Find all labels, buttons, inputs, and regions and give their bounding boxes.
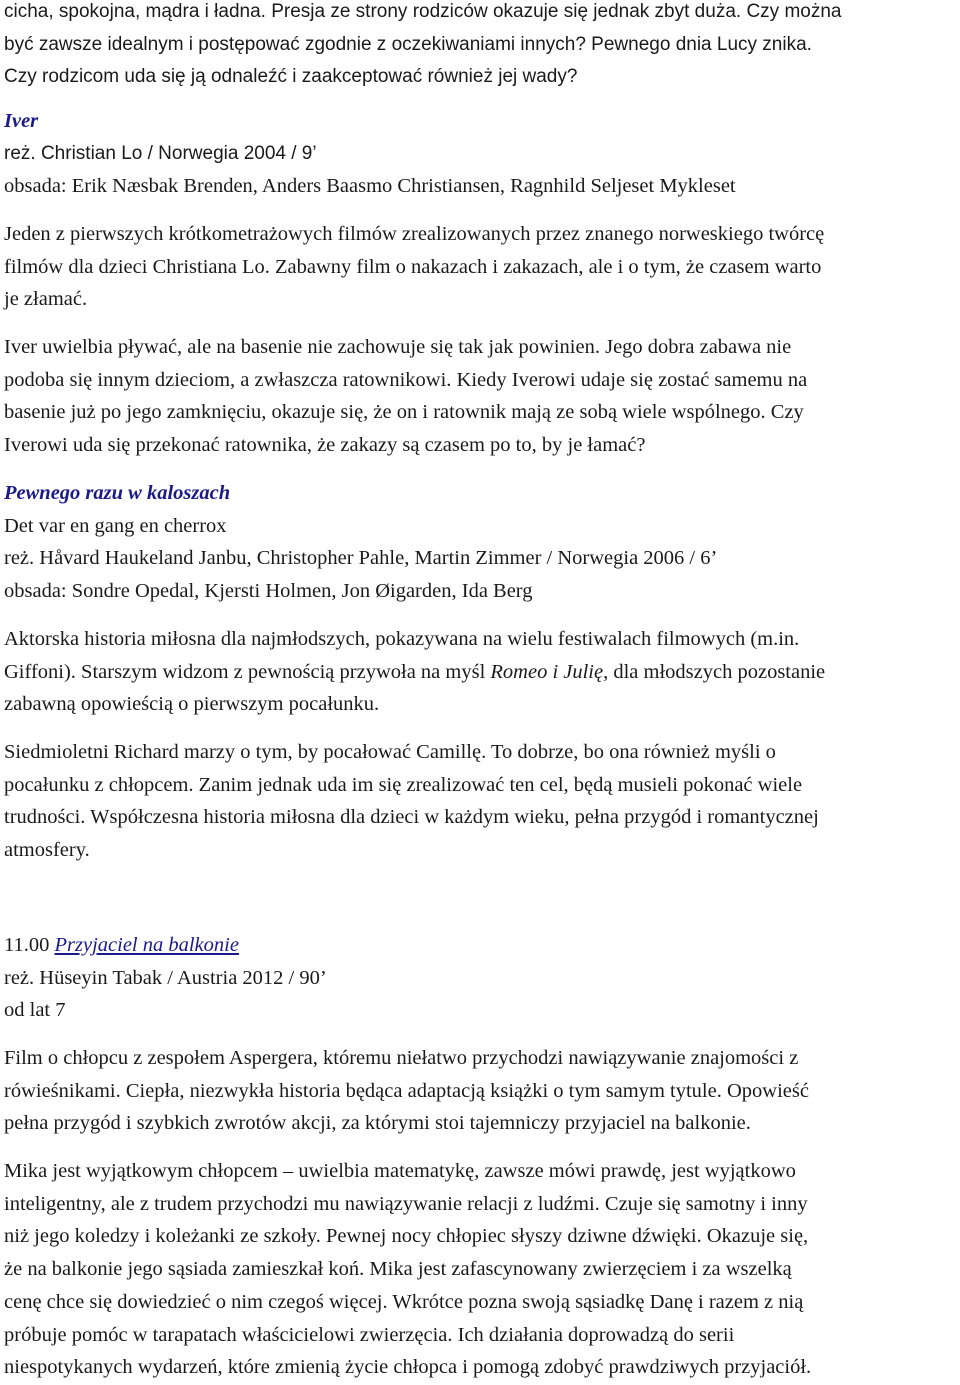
paragraph-line: Iverowi uda się przekonać ratownika, że zakazy są czasem po to, by je łamać? bbox=[4, 434, 646, 457]
film-director: reż. Håvard Haukeland Janbu, Christopher Pahle, Martin Zimmer / Norwegia 2006 / 6’ bbox=[4, 547, 718, 570]
paragraph-line: Film o chłopcu z zespołem Aspergera, któremu niełatwo przychodzi nawiązywanie znajomości z bbox=[4, 1047, 799, 1069]
film-description bbox=[0, 1042, 960, 1140]
paragraph-line: pocałunku z chłopcem. Zanim jednak uda im się zrealizować ten cel, będą musieli pokonać wiele bbox=[4, 773, 803, 796]
paragraph-line: niż jego koledzy i koleżanki ze szkoły. Pewnej nocy chłopiec słyszy dziwne dźwięki. Okazuje się, bbox=[4, 1225, 809, 1248]
paragraph-line: że na balkonie jego sąsiada zamieszkał koń. Mika jest zafascynowany zwierzęciem i za wszelką bbox=[4, 1258, 792, 1281]
paragraph-line: podoba się innym dzieciom, a zwłaszcza ratownikowi. Kiedy Iverowi udaje się zostać samemu na bbox=[4, 368, 808, 391]
intro-line: być zawsze idealnym i postępować zgodnie z oczekiwaniami innych? Pewnego dnia Lucy znika. bbox=[4, 33, 812, 55]
intro-line: cicha, spokojna, mądra i ładna. Presja ze strony rodziców okazuje się jednak zbyt duża. Czy można bbox=[4, 1, 842, 22]
screening-line bbox=[0, 929, 960, 962]
film-entry-pewnego-razu bbox=[0, 477, 960, 608]
intro-paragraph bbox=[0, 0, 960, 94]
film-title-link[interactable]: Przyjaciel na balkonie bbox=[54, 934, 239, 956]
intro-line: Czy rodzicom uda się ją odnaleźć i zaakceptować również jej wady? bbox=[4, 66, 578, 88]
paragraph-line: atmosfery. bbox=[4, 839, 90, 862]
paragraph-line: trudności. Współczesna historia miłosna dla dzieci w każdym wieku, pełna przygód i romantycznej bbox=[4, 806, 819, 829]
film-cast: obsada: Sondre Opedal, Kjersti Holmen, Jon Øigarden, Ida Berg bbox=[4, 580, 533, 603]
paragraph-line: Aktorska historia miłosna dla najmłodszych, pokazywana na wielu festiwalach filmowych (m.in. bbox=[4, 628, 800, 650]
paragraph-line: inteligentny, ale z trudem przychodzi mu nawiązywanie relacji z ludźmi. Czuje się samotny i inny bbox=[4, 1192, 808, 1215]
paragraph-line: cenę chce się dowiedzieć o nim czegoś więcej. Wkrótce pozna swoją sąsiadkę Danę i razem z nią bbox=[4, 1290, 804, 1313]
film-title: Iver bbox=[4, 110, 39, 132]
emphasized-title: Romeo i Julię bbox=[490, 660, 604, 683]
text-run: Giffoni). Starszym widzom z pewnością przywoła na myśl bbox=[4, 660, 491, 683]
paragraph-line: basenie już po jego zamknięciu, okazuje się, że on i ratownik mają ze sobą wiele wspólnego. Czy bbox=[4, 401, 804, 424]
paragraph-line: je złamać. bbox=[4, 288, 88, 311]
screening-time: 11.00 bbox=[4, 934, 50, 956]
paragraph-line: Iver uwielbia pływać, ale na basenie nie zachowuje się tak jak powinien. Jego dobra zabawa nie bbox=[4, 336, 792, 358]
paragraph-line: rówieśnikami. Ciepła, niezwykła historia będąca adaptacją książki o tym samym tytule. Opowieść bbox=[4, 1079, 809, 1102]
text-run: , dla młodszych pozostanie bbox=[603, 660, 826, 683]
film-description bbox=[0, 1155, 960, 1384]
paragraph-line: Mika jest wyjątkowym chłopcem – uwielbia matematykę, zawsze mówi prawdę, jest wyjątkowo bbox=[4, 1160, 796, 1182]
film-description bbox=[0, 218, 960, 316]
film-description bbox=[0, 623, 960, 721]
film-director: reż. Christian Lo / Norwegia 2004 / 9’ bbox=[4, 142, 317, 164]
film-entry-przyjaciel bbox=[0, 929, 960, 1027]
film-title: Pewnego razu w kaloszach bbox=[4, 482, 231, 504]
film-director: reż. Hüseyin Tabak / Austria 2012 / 90’ bbox=[4, 966, 327, 989]
paragraph-line: Siedmioletni Richard marzy o tym, by pocałować Camillę. To dobrze, bo ona również myśli o bbox=[4, 741, 776, 763]
paragraph-line: próbuje pomóc w tarapatach właścicielowi zwierzęcia. Ich działania doprowadzą do serii bbox=[4, 1323, 735, 1346]
paragraph-line: filmów dla dzieci Christiana Lo. Zabawny film o nakazach i zakazach, ale i o tym, że czasem warto bbox=[4, 255, 822, 278]
paragraph-line: zabawną opowieścią o pierwszym pocałunku. bbox=[4, 693, 380, 716]
film-age-rating: od lat 7 bbox=[4, 999, 66, 1022]
film-entry-iver bbox=[0, 105, 960, 203]
film-cast: obsada: Erik Næsbak Brenden, Anders Baasmo Christiansen, Ragnhild Seljeset Mykleset bbox=[4, 175, 736, 198]
paragraph-line: niespotykanych wydarzeń, które zmienią życie chłopca i pomogą zdobyć prawdziwych przyjaciół. bbox=[4, 1356, 812, 1379]
paragraph-line: pełna przygód i szybkich zwrotów akcji, za którymi stoi tajemniczy przyjaciel na balkonie. bbox=[4, 1112, 751, 1135]
paragraph-line: Jeden z pierwszych krótkometrażowych filmów zrealizowanych przez znanego norweskiego twórcę bbox=[4, 223, 825, 245]
film-description bbox=[0, 736, 960, 867]
film-original-title: Det var en gang en cherrox bbox=[4, 514, 227, 537]
paragraph-line bbox=[0, 656, 960, 689]
film-description bbox=[0, 331, 960, 462]
